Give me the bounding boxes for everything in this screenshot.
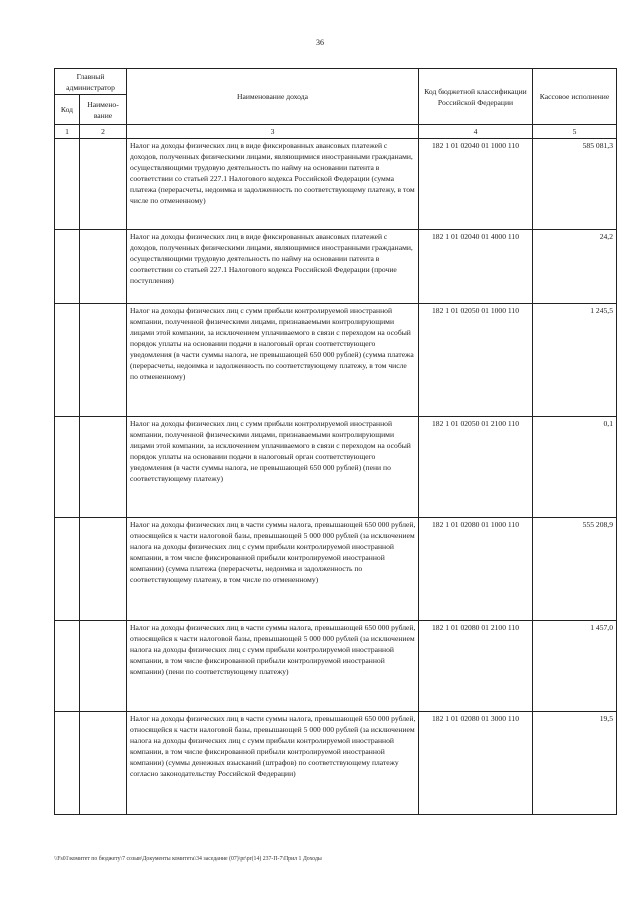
income-name-cell: Налог на доходы физических лиц в виде фиксированных авансовых платежей с доходов, полученных физическими лицами, являющимися иностранными гражданами, осуществляющими трудовую деятельность по найму на основании патента в соответствии со статьей 227.1 Налогового кодекса Российской Федерации (сумма платежа (перерасчеты, недоимка и задолженность по соответствующему платежу, в том числе по отмененному) [127, 139, 419, 230]
table-row [55, 621, 617, 712]
income-name-cell: Налог на доходы физических лиц в виде фиксированных авансовых платежей с доходов, полученных физическими лицами, являющимися иностранными гражданами, осуществляющими трудовую деятельность по найму на основании патента в соответствии со статьей 227.1 Налогового кодекса Российской Федерации (прочие поступления) [127, 230, 419, 304]
code-cell [55, 139, 80, 230]
income-name-cell: Налог на доходы физических лиц в части суммы налога, превышающей 650 000 рублей, относящейся к части налоговой базы, превышающей 5 000 000 рублей (за исключением налога на доходы физических лиц с сумм прибыли контролируемой иностранной компании, в том числе фиксированной прибыли контролируемой иностранной компании) (пени по соответствующему платежу) [127, 621, 419, 712]
table-row [55, 304, 617, 417]
code-cell [55, 712, 80, 815]
amount-cell: 0,1 [533, 417, 617, 518]
code-cell [55, 230, 80, 304]
kbk-cell: 182 1 01 02040 01 1000 110 [419, 139, 533, 230]
table-row [55, 518, 617, 621]
kbk-cell: 182 1 01 02040 01 4000 110 [419, 230, 533, 304]
income-name-cell: Налог на доходы физических лиц с сумм прибыли контролируемой иностранной компании, полученной физическими лицами, признаваемыми контролирующими лицами этой компании, за исключением уплачиваемого в связи с переходом на особый порядок уплаты на основании подачи в налоговый орган соответствующего уведомления (в части суммы налога, не превышающей 650 000 рублей) (пени по соответствующему платежу) [127, 417, 419, 518]
amount-cell: 585 081,3 [533, 139, 617, 230]
kbk-cell: 182 1 01 02080 01 2100 110 [419, 621, 533, 712]
income-name-cell: Налог на доходы физических лиц в части суммы налога, превышающей 650 000 рублей, относящейся к части налоговой базы, превышающей 5 000 000 рублей (за исключением налога на доходы физических лиц с сумм прибыли контролируемой иностранной компании, в том числе фиксированной прибыли контролируемой иностранной компании) (сумма платежа (перерасчеты, недоимка и задолженность по соответствующему платежу, в том числе по отмененному) [127, 518, 419, 621]
amount-cell: 19,5 [533, 712, 617, 815]
column-number: 3 [127, 125, 419, 139]
income-name-cell: Налог на доходы физических лиц с сумм прибыли контролируемой иностранной компании, полученной физическими лицами, признаваемыми контролирующими лицами этой компании, за исключением уплачиваемого в связи с переходом на особый порядок уплаты на основании подачи в налоговый орган соответствующего уведомления (в части суммы налога, не превышающей 650 000 рублей) (сумма платежа (перерасчеты, недоимка и задолженность по соответствующему платежу, в том числе по отмененному) [127, 304, 419, 417]
income-table [54, 68, 617, 815]
header-income-name: Наименование дохода [127, 69, 419, 125]
header-kbk: Код бюджетной классификации Российской Федерации [419, 69, 533, 125]
name-short-cell [80, 518, 127, 621]
header-group-admin: Главный администратор [55, 69, 127, 95]
amount-cell: 1 245,5 [533, 304, 617, 417]
table-row [55, 139, 617, 230]
name-short-cell [80, 304, 127, 417]
name-short-cell [80, 417, 127, 518]
name-short-cell [80, 621, 127, 712]
name-short-cell [80, 139, 127, 230]
header-name-short: Наимено-вание [80, 95, 127, 125]
column-numbers-row [55, 125, 617, 139]
amount-cell: 1 457,0 [533, 621, 617, 712]
amount-cell: 555 208,9 [533, 518, 617, 621]
header-execution: Кассовое исполнение [533, 69, 617, 125]
code-cell [55, 304, 80, 417]
column-number: 2 [80, 125, 127, 139]
header-row-top [55, 69, 617, 95]
table-row [55, 417, 617, 518]
amount-cell: 24,2 [533, 230, 617, 304]
name-short-cell [80, 712, 127, 815]
kbk-cell: 182 1 01 02080 01 3000 110 [419, 712, 533, 815]
code-cell [55, 621, 80, 712]
kbk-cell: 182 1 01 02050 01 1000 110 [419, 304, 533, 417]
column-number: 1 [55, 125, 80, 139]
name-short-cell [80, 230, 127, 304]
kbk-cell: 182 1 01 02050 01 2100 110 [419, 417, 533, 518]
page-number: 36 [316, 38, 324, 47]
header-code: Код [55, 95, 80, 125]
code-cell [55, 518, 80, 621]
kbk-cell: 182 1 01 02080 01 1000 110 [419, 518, 533, 621]
column-number: 4 [419, 125, 533, 139]
column-number: 5 [533, 125, 617, 139]
footer-file-path: \\Fs01\комитет по бюджету\7 созыв\Документы комитета\34 заседание (07)\pr\pr(14) 237-П-7\Прил 1 Доходы [54, 856, 322, 862]
table-row [55, 712, 617, 815]
code-cell [55, 417, 80, 518]
table-row [55, 230, 617, 304]
income-name-cell: Налог на доходы физических лиц в части суммы налога, превышающей 650 000 рублей, относящейся к части налоговой базы, превышающей 5 000 000 рублей (за исключением налога на доходы физических лиц с сумм прибыли контролируемой иностранной компании, в том числе фиксированной прибыли контролируемой иностранной компании) (суммы денежных взысканий (штрафов) по соответствующему платежу согласно законодательству Российской Федерации) [127, 712, 419, 815]
